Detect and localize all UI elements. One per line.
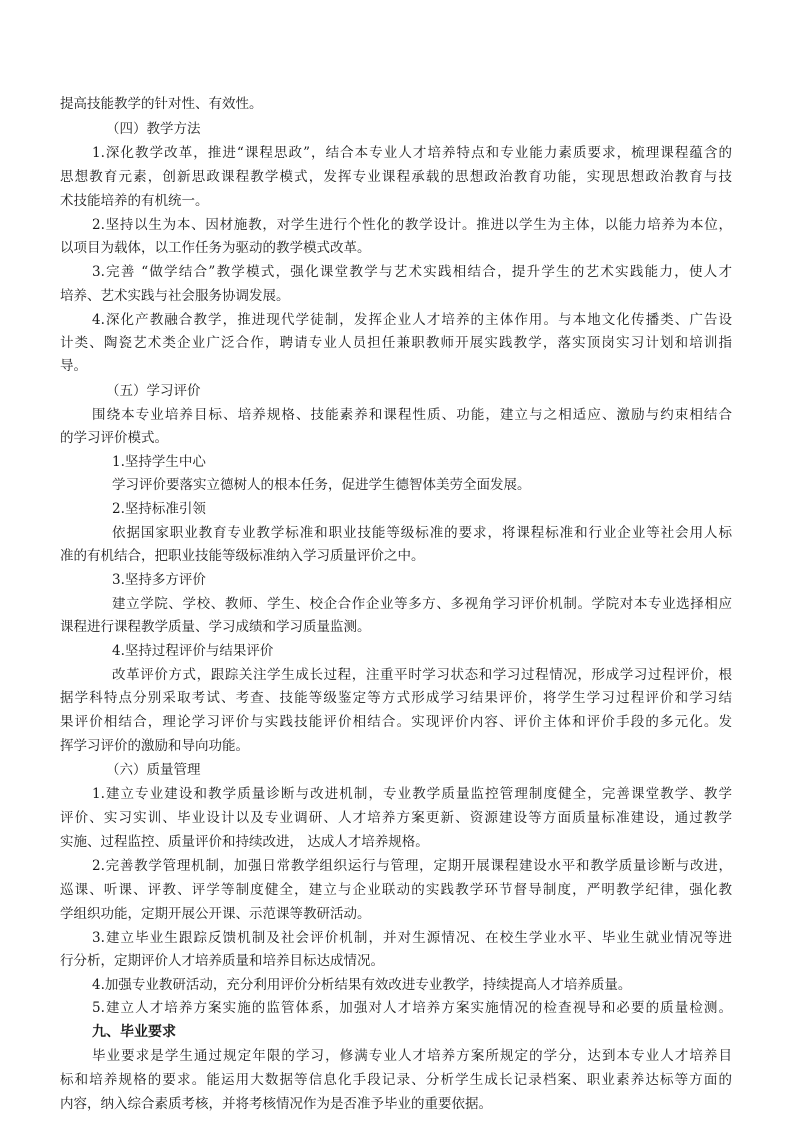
body-text-line: 培养、艺术实践与社会服务协调发展。 — [60, 288, 290, 304]
list-item-line: 2.完善教学管理机制，加强日常教学组织运行与管理，定期开展课程建设水平和教学质量诊断与改进， — [92, 858, 732, 874]
body-text-line: 内容，纳入综合素质考核，并将考核情况作为是否准予毕业的重要依据。 — [60, 1096, 492, 1112]
body-text-line: 行分析，定期评价人才培养质量和培养目标达成情况。 — [60, 953, 384, 969]
list-item-line: 1.建立专业建设和教学质量诊断与改进机制，专业教学质量监控管理制度健全，完善课堂教学、教学 — [92, 786, 732, 802]
body-text-line: 课程进行课程教学质量、学习成绩和学习质量监测。 — [60, 619, 371, 635]
list-item-heading: 4.坚持过程评价与结果评价 — [112, 643, 274, 659]
body-text-line: 评价、实习实训、毕业设计以及专业调研、人才培养方案更新、资源建设等方面质量标准建设，通过教学 — [60, 810, 732, 826]
section-subheading-quality-management: （六）质量管理 — [106, 762, 201, 778]
body-text-line: 的学习评价模式。 — [60, 430, 168, 446]
list-item-line: 2.坚持以生为本、因材施教，对学生进行个性化的教学设计。推进以学生为主体，以能力培养为本位， — [92, 217, 732, 233]
list-item-heading: 1.坚持学生中心 — [112, 454, 206, 470]
body-text-line: 依据国家职业教育专业教学标准和职业技能等级标准的要求，将课程标准和行业企业等社会用人标 — [112, 525, 732, 541]
body-text-line: 围绕本专业培养目标、培养规格、技能素养和课程性质、功能，建立与之相适应、激励与约束相结合 — [92, 407, 732, 423]
section-subheading-learning-evaluation: （五）学习评价 — [106, 383, 201, 399]
section-heading-graduation-requirements: 九、毕业要求 — [92, 1024, 176, 1040]
body-text-line: 思想教育元素，创新思政课程教学模式，发挥专业课程承载的思想政治教育功能，实现思想政治教育与技 — [60, 169, 732, 185]
list-item-line: 4.加强专业教研活动，充分利用评价分析结果有效改进专业教学，持续提高人才培养质量。 — [92, 977, 632, 993]
body-text-line: 据学科特点分别采取考试、考查、技能等级鉴定等方式形成学习结果评价，将学生学习过程评价和学习结 — [60, 690, 732, 706]
body-text-line: 计类、陶瓷艺术类企业广泛合作，聘请专业人员担任兼职教师开展实践教学，落实顶岗实习计划和培训指 — [60, 335, 732, 351]
body-text-line: 准的有机结合，把职业技能等级标准纳入学习质量评价之中。 — [60, 548, 425, 564]
section-subheading-teaching-methods: （四）教学方法 — [106, 121, 201, 137]
body-text-line: 导。 — [60, 358, 87, 374]
body-text-line: 果评价相结合，理论学习评价与实践技能评价相结合。实现评价内容、评价主体和评价手段的多元化。发 — [60, 714, 732, 730]
body-text-line: 学习评价要落实立德树人的根本任务，促进学生德智体美劳全面发展。 — [112, 477, 531, 493]
list-item-heading: 2.坚持标准引领 — [112, 501, 206, 517]
body-text-line: 以项目为载体，以工作任务为驱动的教学模式改革。 — [60, 240, 371, 256]
body-text-line: 建立学院、学校、教师、学生、校企合作企业等多方、多视角学习评价机制。学院对本专业选择相应 — [112, 596, 732, 612]
body-text-line: 实施、过程监控、质量评价和持续改进， 达成人才培养规格。 — [60, 834, 429, 850]
list-item-line: 4.深化产教融合教学，推进现代学徒制，发挥企业人才培养的主体作用。与本地文化传播类、广告设 — [92, 312, 732, 328]
list-item-line: 3.建立毕业生跟踪反馈机制及社会评价机制，并对生源情况、在校生学业水平、毕业生就业情况等进 — [92, 930, 732, 946]
body-text-line: 标和培养规格的要求。能运用大数据等信息化手段记录、分析学生成长记录档案、职业素养达标等方面的 — [60, 1072, 732, 1088]
body-text-line: 学组织功能，定期开展公开课、示范课等教研活动。 — [60, 906, 371, 922]
body-text-line: 术技能培养的有机统一。 — [60, 193, 209, 209]
body-text-line: 挥学习评价的激励和导向功能。 — [60, 738, 249, 754]
body-text-line: 毕业要求是学生通过规定年限的学习，修满专业人才培养方案所规定的学分，达到本专业人才培养目 — [92, 1048, 732, 1064]
list-item-line: 3.完善 “做学结合”教学模式，强化课堂教学与艺术实践相结合，提升学生的艺术实践能力，使人才 — [92, 264, 732, 280]
list-item-line: 5.建立人才培养方案实施的监管体系，加强对人才培养方案实施情况的检查视导和必要的质量检测。 — [92, 1000, 732, 1016]
list-item-line: 1.深化教学改革，推进“课程思政”，结合本专业人才培养特点和专业能力素质要求，梳理课程蕴含的 — [92, 145, 732, 161]
list-item-heading: 3.坚持多方评价 — [112, 572, 206, 588]
body-text-line: 巡课、听课、评教、评学等制度健全，建立与企业联动的实践教学环节督导制度，严明教学纪律，强化教 — [60, 882, 732, 898]
body-text-line: 改革评价方式，跟踪关注学生成长过程，注重平时学习状态和学习过程情况，形成学习过程评价，根 — [112, 667, 732, 683]
body-text-line: 提高技能教学的针对性、有效性。 — [60, 96, 263, 112]
